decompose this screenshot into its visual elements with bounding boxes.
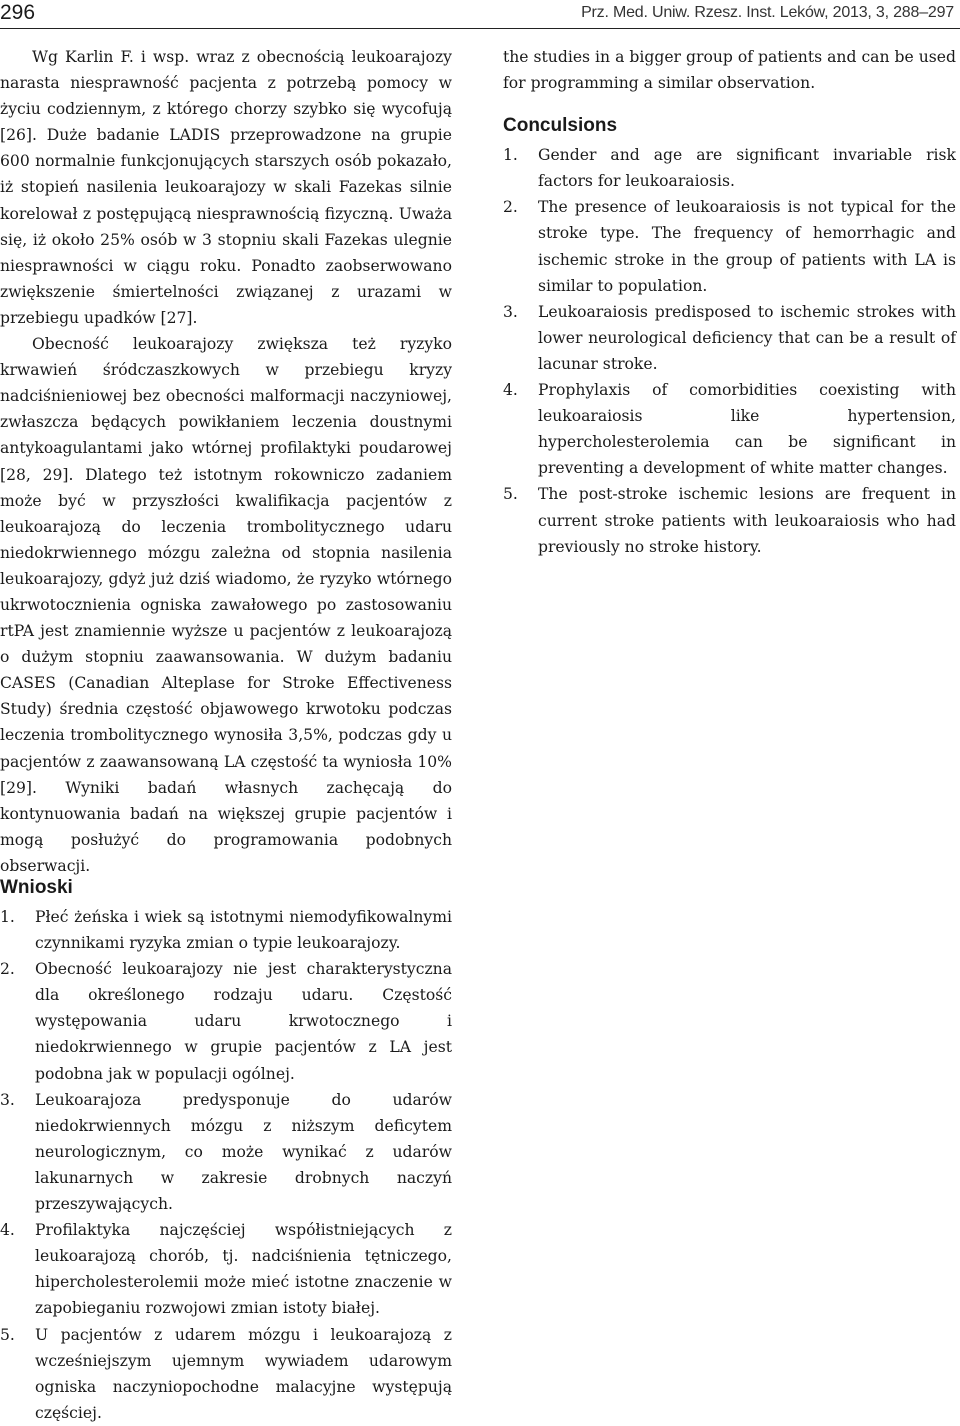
wnioski-heading: Wnioski <box>0 877 73 898</box>
list-item-text: The presence of leukoaraiosis is not typical for the stroke type. The frequency of hemorrhagic and ischemic stroke in the group of patients with LA is similar to population. <box>538 198 956 295</box>
list-item <box>0 956 452 1086</box>
list-item-text: Obecność leukoarajozy nie jest charakterystyczna dla określonego rodzaju udaru. Częstość występowania udaru krwotocznego i niedokrwiennego w grupie pacjentów z LA jest podobna jak w populacji ogólnej. <box>35 960 452 1083</box>
list-item-number: 4. <box>503 381 518 400</box>
page-header <box>0 0 960 30</box>
list-item-number: 3. <box>0 1090 15 1109</box>
list-item <box>0 904 452 956</box>
list-item-text: Gender and age are significant invariable risk factors for leukoaraiosis. <box>538 146 956 191</box>
list-item <box>503 481 956 559</box>
body-paragraph: Obecność leukoarajozy zwiększa też ryzyko krwawień śródczaszkowych w przebiegu kryzy nadciśnieniowej bez obecności malformacji naczyniowej, zwłaszcza będących powikłaniem leczenia doustnymi antykoagulantami jako wtórnej profilaktyki poudarowej [28, 29]. Dlatego też istotnym rokowniczo zadaniem może być w przyszłości kwalifikacja pacjentów z leukoarajozą do leczenia trombolitycznego udaru niedokrwiennego mózgu zależna od stopnia nasilenia leukoarajozy, gdyż już dziś wiadomo, że ryzyko wtórnego ukrwotocznienia ogniska zawałowego po zastosowaniu rtPA jest znamiennie wyższe u pacjentów z leukoarajozą o dużym stopniu zaawansowania. W dużym badaniu CASES (Canadian Alteplase for Stroke Effectiveness Study) średnia częstość objawowego krwotoku podczas leczenia trombolitycznego wynosiła 3,5%, podczas gdy u pacjentów z zaawansowaną LA częstość ta wyniosła 10% [29]. Wyniki badań własnych zachęcają do kontynuowania badań na większej grupie pacjentów i mogą posłużyć do programowania podobnych obserwacji. <box>0 335 452 875</box>
list-item-text: Profilaktyka najczęściej współistniejących z leukoarajozą chorób, tj. nadciśnienia tętniczego, hipercholesterolemii może mieć istotne znaczenie w zapobieganiu rozwojowi zmian istoty białej. <box>35 1221 452 1318</box>
list-item-number: 2. <box>0 960 15 979</box>
running-head: Prz. Med. Uniw. Rzesz. Inst. Leków, 2013, 3, 288–297 <box>581 4 954 21</box>
list-item-number: 3. <box>503 302 518 321</box>
list-item <box>503 142 956 194</box>
left-column-body <box>0 44 452 879</box>
list-item-number: 2. <box>503 198 518 217</box>
list-item-number: 5. <box>503 485 518 504</box>
list-item-text: U pacjentów z udarem mózgu i leukoarajozą z wcześniejszym ujemnym wywiadem udarowym ogniska naczyniopochodne malacyjne występują częściej. <box>35 1325 452 1422</box>
list-item-text: Prophylaxis of comorbidities coexisting with leukoaraiosis like hypertension, hypercholesterolemia can be significant in preventing a development of white matter changes. <box>538 381 956 478</box>
list-item-text: Leukoaraiosis predisposed to ischemic strokes with lower neurological deficiency that can be a result of lacunar stroke. <box>538 302 956 373</box>
list-item-text: The post-stroke ischemic lesions are frequent in current stroke patients with leukoaraiosis who had previously no stroke history. <box>538 485 956 556</box>
header-rule <box>0 28 960 29</box>
list-item <box>503 299 956 377</box>
list-item-text: Leukoarajoza predysponuje do udarów niedokrwiennych mózgu z niższym deficytem neurologicznym, co może wynikać z udarów lakunarnych w zakresie drobnych naczyń przeszywających. <box>35 1090 452 1214</box>
body-paragraph: the studies in a bigger group of patients and can be used for programming a similar observation. <box>503 48 956 93</box>
list-item-number: 1. <box>503 146 518 165</box>
section-spacer <box>503 96 956 114</box>
list-item <box>503 377 956 481</box>
list-item <box>503 194 956 298</box>
body-paragraph: Wg Karlin F. i wsp. wraz z obecnością leukoarajozy narasta niesprawność pacjenta z potrzebą pomocy w życiu codziennym, z którego chorzy szybko się wycofują [26]. Duże badanie LADIS przeprowadzone na grupie 600 normalnie funkcjonujących starszych osób pokazało, iż stopień nasilenia leukoarajozy w skali Fazekas silnie korelował z postępującą niesprawnością fizyczną. Uważa się, iż około 25% osób w 3 stopniu skali Fazekas ulegnie niesprawności w ciągu roku. Ponadto zaobserwowano zwiększenie śmiertelności związanej z urazami w przebiegu upadków [27]. <box>0 48 452 327</box>
page-number: 296 <box>0 1 36 24</box>
wnioski-section <box>0 876 452 1426</box>
conclusions-list <box>503 142 956 560</box>
list-item <box>0 1087 452 1217</box>
list-item-number: 1. <box>0 908 15 926</box>
list-item <box>0 1322 452 1426</box>
list-item-text: Płeć żeńska i wiek są istotnymi niemodyfikowalnymi czynnikami ryzyka zmian o typie leukoarajozy. <box>35 908 452 953</box>
list-item-number: 5. <box>0 1325 15 1344</box>
right-column <box>503 44 956 560</box>
list-item <box>0 1217 452 1321</box>
conclusions-heading: Conculsions <box>503 115 618 137</box>
list-item-number: 4. <box>0 1221 15 1240</box>
